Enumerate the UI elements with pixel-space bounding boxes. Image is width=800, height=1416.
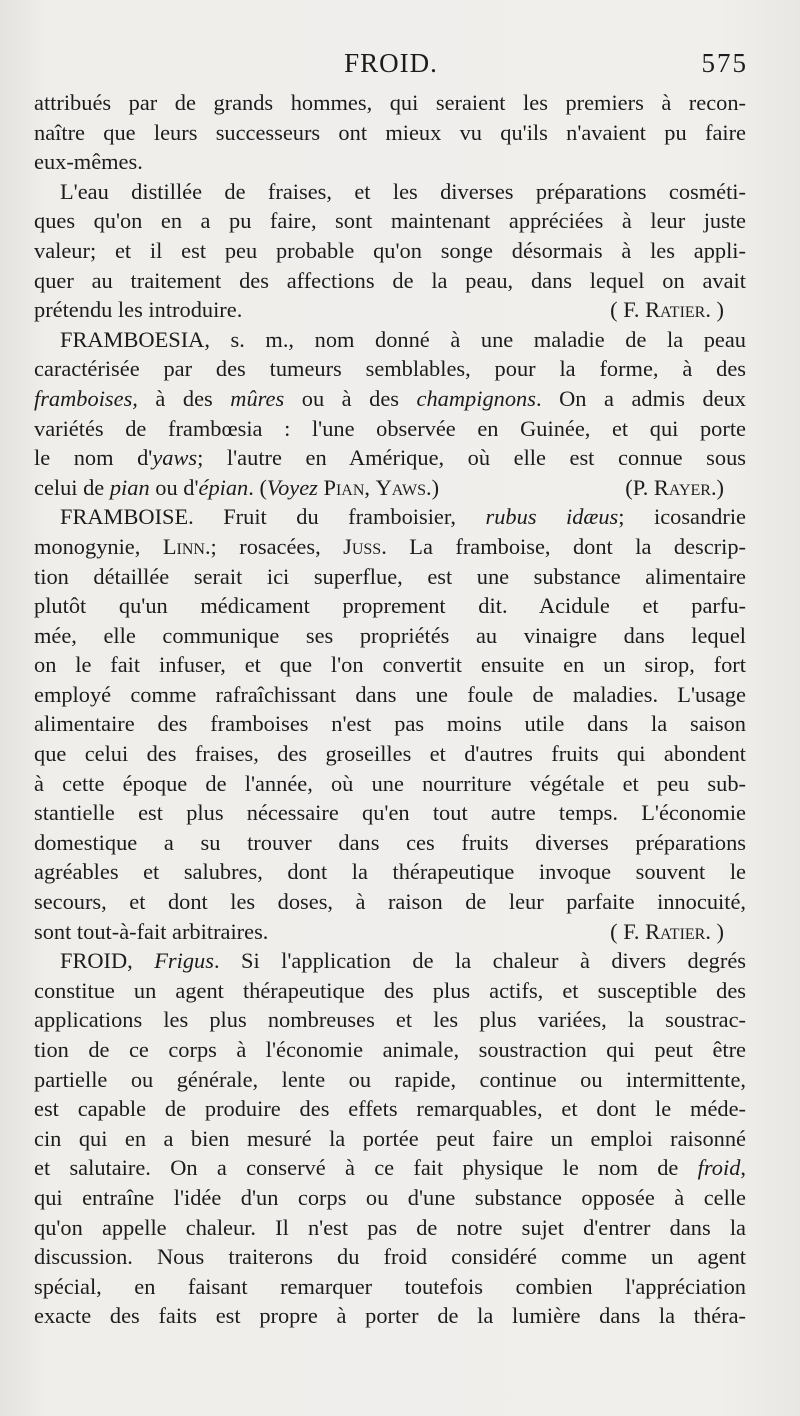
signature: ( F. Ratier. ) [610,918,724,944]
text-line: domestique a su trouver dans ces fruits diverses préparations [34,829,746,855]
italic-term: mûres [230,385,285,411]
text-line: exacte des faits est propre à porter de la lumière dans la théra- [34,1303,746,1329]
entry-framboise: FRAMBOISE. Fruit du framboisier, rubus idæus; icosandrie [60,504,746,530]
italic-term: yaws [152,445,198,471]
signature: ( F. Ratier. ) [610,297,724,323]
italic-term: Voyez [266,474,318,500]
text-line: applications les plus nombreuses et les plus variées, la soustrac- [34,1007,746,1033]
text-line: employé comme rafraîchissant dans une foule de maladies. L'usage [34,681,746,707]
text-line [34,295,746,325]
italic-term: champignons [416,385,536,411]
text-line: tion de ce corps à l'économie animale, soustraction qui peut être [34,1037,746,1062]
text-line: agréables et salubres, dont la thérapeutique invoque souvent le [34,859,746,885]
text-line: plutôt qu'un médicament proprement dit. Acidule et parfu- [34,593,746,619]
text-line: qui entraîne l'idée d'un corps ou d'une substance opposée à celle [34,1184,746,1210]
page-number: 575 [701,48,748,78]
text-line [34,473,746,503]
italic-term: framboises, [34,385,138,411]
signature: (P. Rayer.) [625,474,724,500]
text-line: constitue un agent thérapeutique des plus actifs, et susceptible des [34,977,746,1003]
text-line: quer au traitement des affections de la peau, dans lequel on avait [34,267,746,293]
text-line: le nom d'yaws; l'autre en Amérique, où elle est connue sous [34,445,746,471]
text-line: naître que leurs successeurs ont mieux vu qu'ils n'avaient pu faire [34,119,746,145]
body-text [34,88,746,1331]
text-fragment: sont tout-à-fait arbitraires. [34,918,269,944]
text-line: eux-mêmes. [34,149,143,175]
text-line: on le fait infuser, et que l'on convertit ensuite en un sirop, fort [34,652,746,678]
text-line: et salutaire. On a conservé à ce fait physique le nom de froid, [34,1155,746,1181]
text-line: que celui des fraises, des groseilles et d'autres fruits qui abondent [34,741,746,767]
text-line: cin qui en a bien mesuré la portée peut faire un emploi raisonné [34,1125,746,1151]
text-line: caractérisée par des tumeurs semblables, pour la forme, à des [34,356,746,382]
entry-framboesia: FRAMBOESIA, s. m., nom donné à une maladie de la peau [60,326,746,352]
text-line: secours, et dont les doses, à raison de leur parfaite innocuité, [34,889,746,915]
italic-term: rubus idæus [485,504,619,530]
page-header [34,48,748,82]
text-line: est capable de produire des effets remarquables, et dont le méde- [34,1096,746,1122]
text-line: monogynie, Linn.; rosacées, Juss. La framboise, dont la descrip- [34,533,746,559]
text-line: mée, elle communique ses propriétés au vinaigre dans lequel [34,622,746,648]
text-line: discussion. Nous traiterons du froid considéré comme un agent [34,1244,746,1270]
text-line: à cette époque de l'année, où une nourriture végétale et peu sub- [34,770,746,796]
text-fragment: celui de pian ou d'épian. (Voyez Pian, Yaws.) [34,474,440,500]
italic-term: froid [697,1155,741,1181]
entry-froid: FROID, Frigus. Si l'application de la chaleur à divers degrés [60,948,746,974]
text-line: ques qu'on en a pu faire, sont maintenant appréciées à leur juste [34,208,746,234]
italic-term: Frigus [154,948,214,974]
text-line: tion détaillée serait ici superflue, est une substance alimentaire [34,563,746,589]
text-line: variétés de frambœsia : l'une observée en Guinée, et qui porte [34,415,746,441]
text-line: alimentaire des framboises n'est pas moins utile dans la saison [34,711,746,737]
text-line: stantielle est plus nécessaire qu'en tout autre temps. L'économie [34,800,746,826]
italic-term: pian [109,474,150,500]
text-line: attribués par de grands hommes, qui seraient les premiers à recon- [34,90,746,115]
text-line: partielle ou générale, lente ou rapide, continue ou intermittente, [34,1066,746,1092]
running-title: FROID. [344,48,438,78]
text-line: framboises, à des mûres ou à des champignons. On a admis deux [34,385,746,411]
text-line: L'eau distillée de fraises, et les diverses préparations cosméti- [60,178,746,204]
italic-term: épian [198,474,249,500]
text-line: qu'on appelle chaleur. Il n'est pas de notre sujet d'entrer dans la [34,1214,746,1240]
text-line: spécial, en faisant remarquer toutefois combien l'appréciation [34,1273,746,1299]
text-fragment: prétendu les introduire. [34,297,243,323]
text-line: valeur; et il est peu probable qu'on songe désormais à les appli- [34,237,746,263]
text-line [34,917,746,947]
